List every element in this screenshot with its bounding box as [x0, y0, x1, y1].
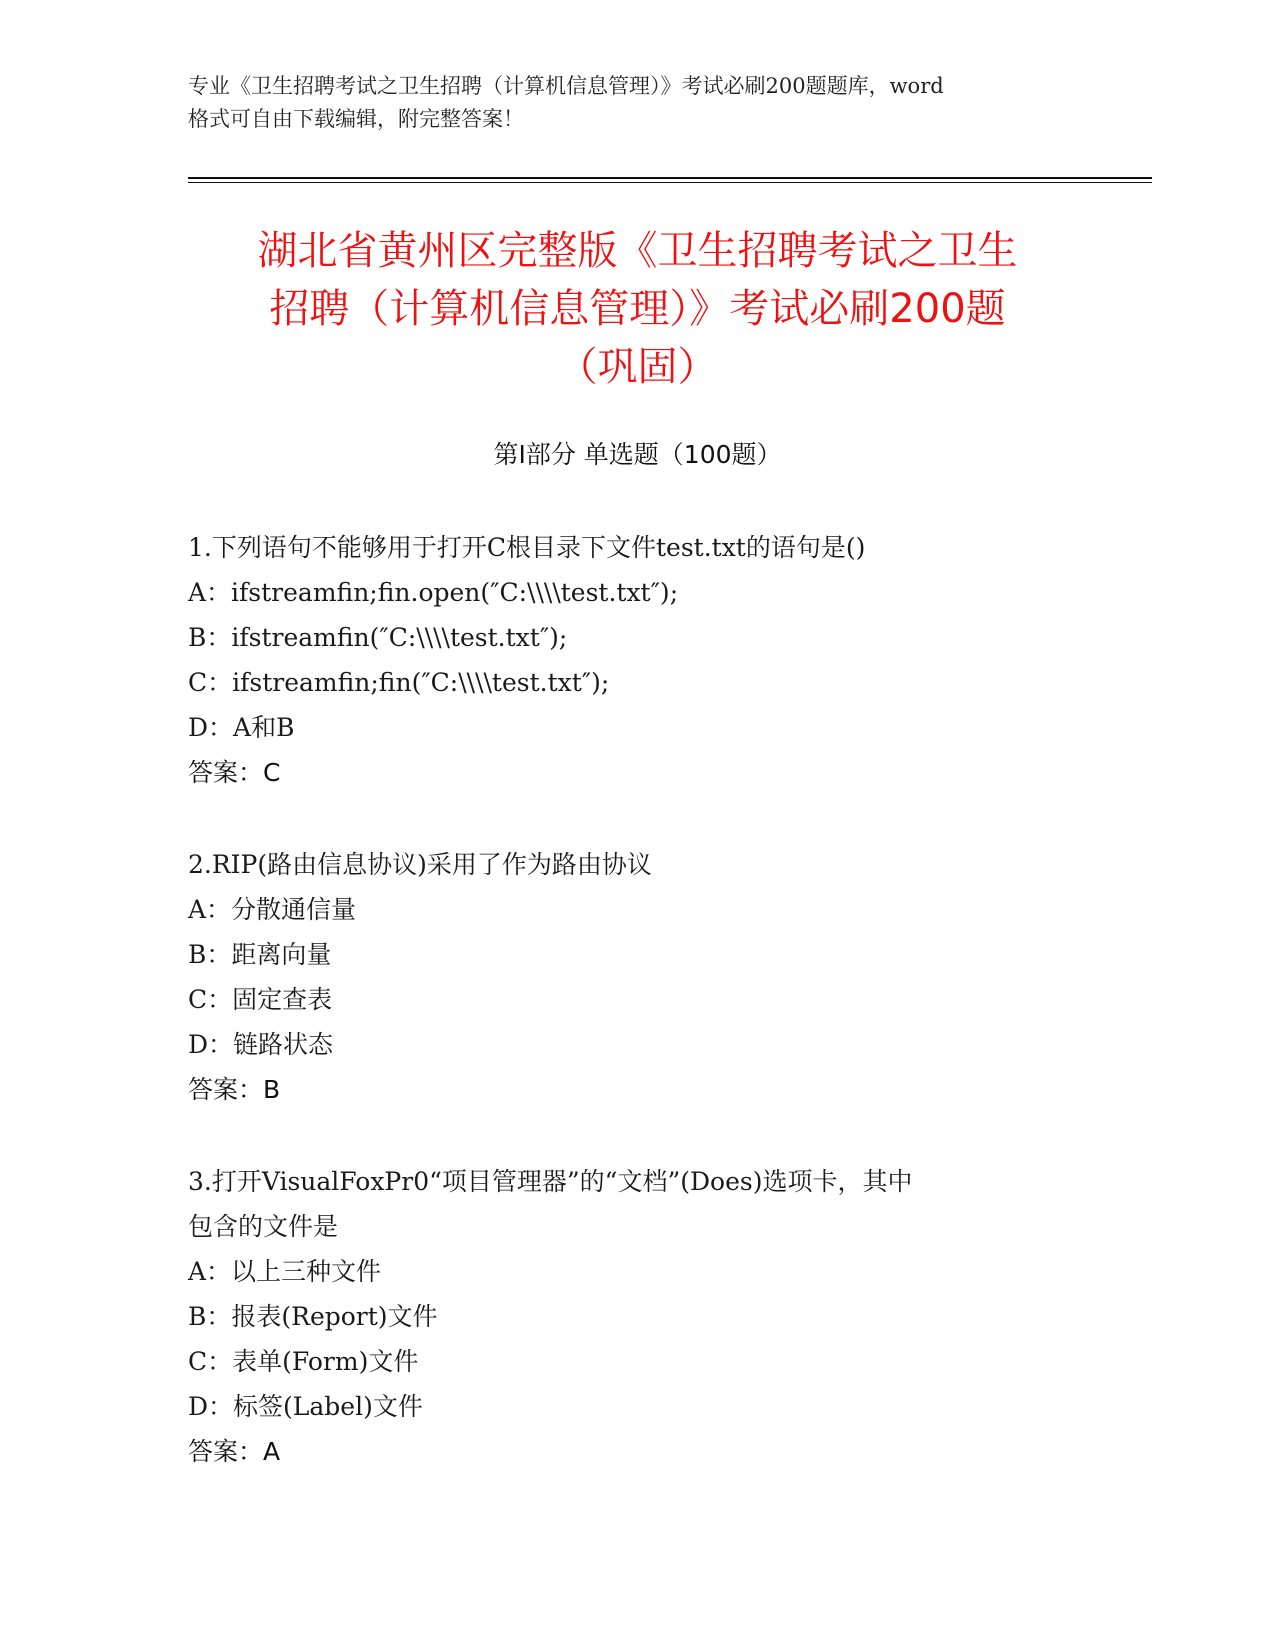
question-block — [188, 525, 1088, 795]
document-title — [150, 222, 1125, 396]
answer-line: 答案：B — [188, 1075, 281, 1104]
question-stem-continued: 包含的文件是 — [188, 1212, 339, 1241]
question-stem: 1.下列语句不能够用于打开C根目录下文件test.txt的语句是() — [188, 533, 866, 562]
option-c: C：固定查表 — [188, 985, 333, 1014]
option-b: B：ifstreamfin(″C:\\\\test.txt″); — [188, 623, 568, 652]
option-c: C：表单(Form)文件 — [188, 1347, 419, 1376]
header-divider-thick — [188, 177, 1152, 179]
option-d: D：A和B — [188, 713, 295, 742]
question-stem: 3.打开VisualFoxPr0“项目管理器”的“文档”(Does)选项卡，其中 — [188, 1167, 913, 1196]
header-note-line-2: 格式可自由下载编辑，附完整答案！ — [188, 107, 524, 131]
option-a: A：以上三种文件 — [188, 1257, 382, 1286]
option-a: A：ifstreamfin;fin.open(″C:\\\\test.txt″); — [188, 578, 679, 607]
answer-line: 答案：A — [188, 1437, 281, 1466]
option-d: D：链路状态 — [188, 1030, 334, 1059]
option-b: B：报表(Report)文件 — [188, 1302, 438, 1331]
option-c: C：ifstreamfin;fin(″C:\\\\test.txt″); — [188, 668, 610, 697]
option-d: D：标签(Label)文件 — [188, 1392, 423, 1421]
answer-line: 答案：C — [188, 758, 281, 787]
document-title-line-1: 湖北省黄州区完整版《卫生招聘考试之卫生 — [257, 228, 1018, 274]
header-note-line-1: 专业《卫生招聘考试之卫生招聘（计算机信息管理）》考试必刷200题题库，word — [188, 74, 944, 98]
document-title-line-2: 招聘（计算机信息管理）》考试必刷200题 — [269, 286, 1006, 332]
option-b: B：距离向量 — [188, 940, 332, 969]
header-divider-thin — [188, 182, 1152, 183]
header-note — [188, 70, 1088, 136]
question-block — [188, 1159, 1088, 1474]
question-stem: 2.RIP(路由信息协议)采用了作为路由协议 — [188, 850, 652, 879]
option-a: A：分散通信量 — [188, 895, 357, 924]
section-heading: 第Ⅰ部分 单选题（100题） — [493, 440, 782, 469]
question-block — [188, 842, 1088, 1112]
document-title-line-3: （巩固） — [557, 344, 718, 390]
